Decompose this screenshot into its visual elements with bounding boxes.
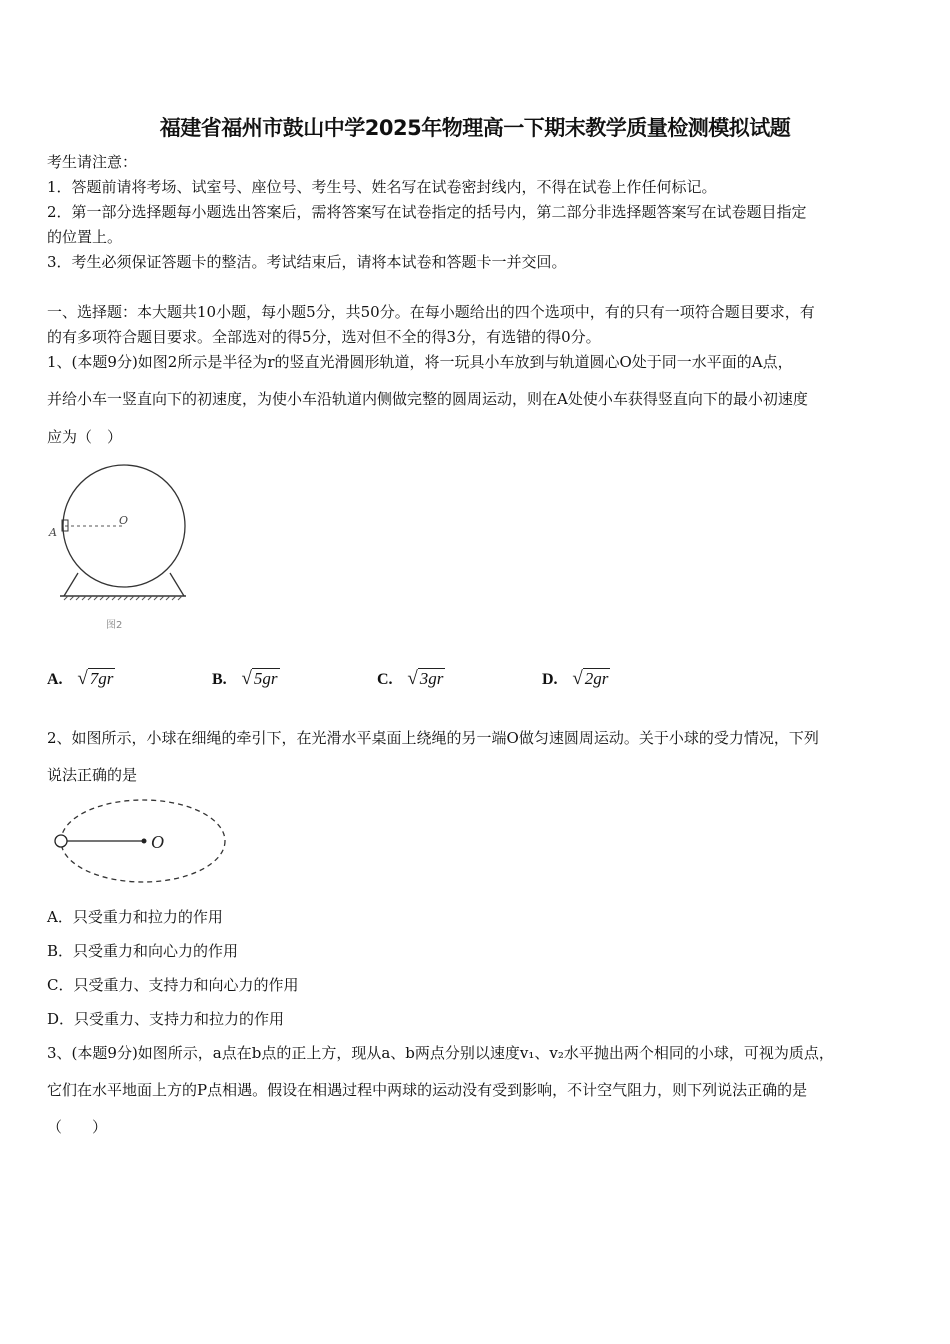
q1-option-b-value: 5gr [253, 669, 278, 688]
q1-track-figure [40, 462, 200, 634]
q3-stem-1: 3、(本题9分)如图所示，a点在b点的正上方，现从a、b两点分别以速度v₁、v₂水平抛出两个相同的小球，可视为质点， [47, 1044, 834, 1062]
section-instructions-2: 的有多项符合题目要求。全部选对的得5分，选对但不全的得3分，有选错的得0分。 [47, 328, 601, 346]
q2-option-d[interactable]: D．只受重力、支持力和拉力的作用 [47, 1010, 285, 1028]
q1-option-a-letter: A. [47, 671, 63, 688]
q1-option-b[interactable]: B. √ 5gr [212, 668, 278, 689]
q1-option-d[interactable]: D. √ 2gr [542, 668, 609, 689]
label-a: A [49, 526, 57, 539]
figure-caption: 图2 [106, 620, 123, 631]
q1-option-d-value: 2gr [584, 669, 609, 688]
q1-option-a[interactable]: A. √ 7gr [47, 668, 114, 689]
q2-stem-1: 2、如图所示，小球在细绳的牵引下，在光滑水平桌面上绕绳的另一端O做匀速圆周运动。关于小球的受力情况，下列 [47, 729, 819, 747]
q1-stem-1: 1、(本题9分)如图2所示是半径为r的竖直光滑圆形轨道，将一玩具小车放到与轨道圆心O处于同一水平面的A点， [47, 353, 793, 371]
notice-item-3: 3．考生必须保证答题卡的整洁。考试结束后，请将本试卷和答题卡一并交回。 [47, 253, 567, 271]
label-o: O [151, 832, 164, 852]
q3-stem-2: 它们在水平地面上方的P点相遇。假设在相遇过程中两球的运动没有受到影响，不计空气阻力，则下列说法正确的是 [47, 1081, 808, 1099]
page-title: 福建省福州市鼓山中学2025年物理高一下期末教学质量检测模拟试题 [159, 116, 791, 140]
q1-option-c-value: 3gr [419, 669, 444, 688]
q2-option-a[interactable]: A．只受重力和拉力的作用 [47, 908, 223, 926]
q1-stem-3: 应为（ ） [47, 428, 123, 446]
q1-option-d-letter: D. [542, 671, 558, 688]
notice-item-2: 2．第一部分选择题每小题选出答案后，需将答案写在试卷指定的括号内，第二部分非选择题答案写在试卷题目指定 [47, 203, 807, 221]
notice-heading: 考生请注意： [47, 153, 138, 171]
notice-item-1: 1．答题前请将考场、试室号、座位号、考生号、姓名写在试卷密封线内，不得在试卷上作任何标记。 [47, 178, 717, 196]
q3-stem-3: （ ） [47, 1118, 108, 1136]
q1-option-a-value: 7gr [89, 669, 114, 688]
q2-stem-2: 说法正确的是 [47, 766, 138, 784]
label-o: O [119, 514, 129, 527]
q1-option-c[interactable]: C. √ 3gr [377, 668, 444, 689]
q2-orbit-figure [48, 798, 233, 888]
q2-option-c[interactable]: C．只受重力、支持力和向心力的作用 [47, 976, 299, 994]
section-instructions-1: 一、选择题：本大题共10小题，每小题5分，共50分。在每小题给出的四个选项中，有的只有一项符合题目要求，有 [47, 303, 815, 321]
q1-option-c-letter: C. [377, 671, 393, 688]
q2-option-b[interactable]: B．只受重力和向心力的作用 [47, 942, 239, 960]
q1-option-b-letter: B. [212, 671, 227, 688]
q1-stem-2: 并给小车一竖直向下的初速度，为使小车沿轨道内侧做完整的圆周运动，则在A处使小车获得竖直向下的最小初速度 [47, 390, 808, 408]
ball [55, 835, 67, 847]
center-point [142, 839, 147, 844]
notice-item-2-cont: 的位置上。 [47, 228, 123, 246]
